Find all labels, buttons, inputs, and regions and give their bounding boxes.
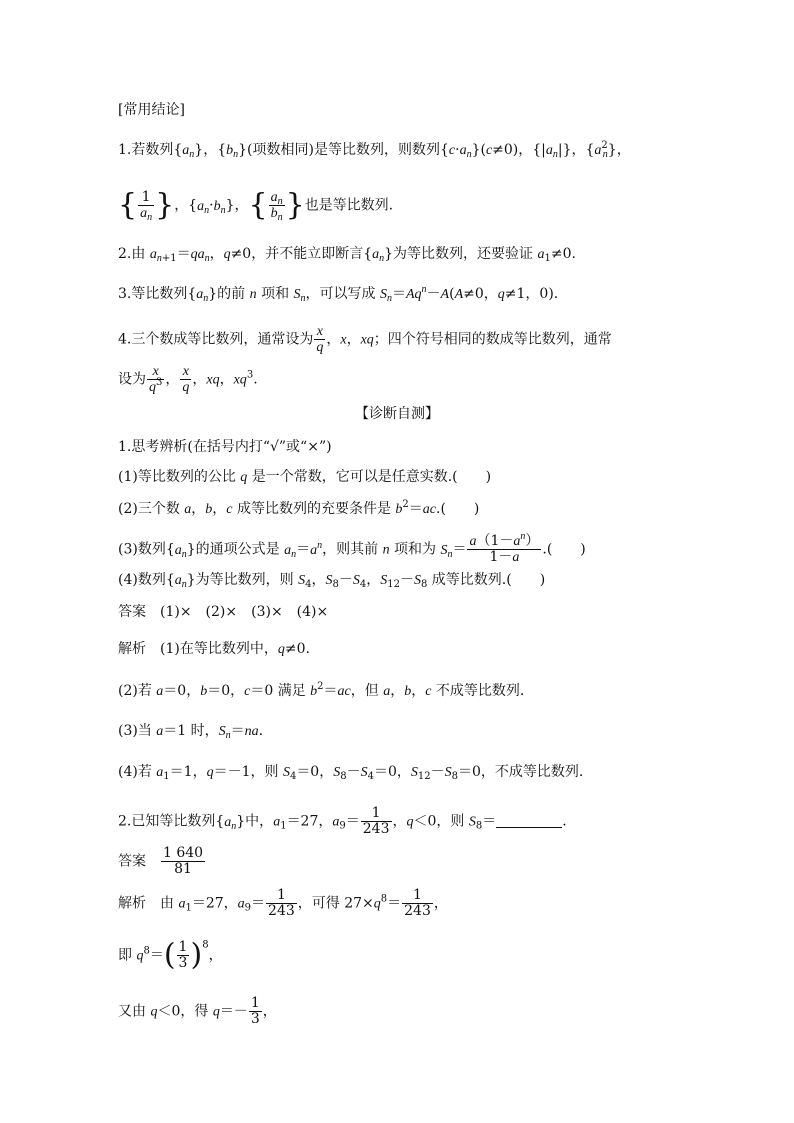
conclusion-1-line1: 1.若数列$\{a_n\}$，$\{b_n\}$(项数相同)是等比数列，则数列$\{c\cdot a_n\}(c\ne 0)$，$\{|a_n|\}$，$\{a^2_n\}$， — [118, 140, 631, 160]
question-1-answer-text: (1)× (2)× (3)× (4)× — [160, 604, 329, 620]
question-2-analysis-3: 又由 q＜0，得 q＝－ $\frac{1}{3}$ ， — [118, 995, 277, 1027]
conclusion-4-line1: 4.三个数成等比数列，通常设为 $\frac{x}{q}$ ，x，xq；四个符号相同的数成等比数列，通常 — [118, 324, 612, 355]
question-2-analysis-2: 即 $q^8=$( $\frac{1}{3}$ )$^8$， — [118, 937, 223, 973]
conclusion-1-end: 也是等比数列. — [304, 197, 394, 214]
conclusion-1-mid: (项数相同)是等比数列，则数列 — [247, 142, 440, 158]
section-label: [常用结论] — [118, 102, 185, 118]
conclusion-4-mid: ；四个符号相同的数成等比数列，通常 — [373, 331, 612, 348]
conclusion-4-prefix: 4.三个数成等比数列，通常设为 — [118, 331, 314, 348]
conclusion-4-line2-prefix: 设为 — [118, 371, 146, 388]
question-1-analysis-1: 解析 (1)在等比数列中，q≠0. — [118, 641, 310, 657]
question-2-answer — [118, 846, 206, 877]
analysis-label: 解析 — [118, 641, 146, 657]
question-1-answer — [118, 602, 328, 622]
question-1-item-2: (2)三个数 a，b，c 成等比数列的充要条件是 $b^2=ac$.( ) — [118, 499, 480, 517]
answer-label-2: 答案 — [118, 853, 146, 870]
conclusion-2: 2.由 $a_{n+1}=qa_n$，q≠0，并不能立即断言$\{a_n\}$为等比数列，还要验证 $a_1\ne 0$. — [118, 246, 576, 264]
question-2: 2.已知等比数列$\{a_n\}$中，$a_1=27$，$a_9=$ $\frac{1}{243}$ ，q＜0，则 $S_8=$ . — [118, 805, 567, 837]
conclusion-1-prefix: 1.若数列 — [118, 142, 174, 158]
conclusion-4-line2: 设为 $\frac{x}{q^3}$ ， $\frac{x}{q}$ ，xq，$xq^3$. — [118, 364, 258, 395]
question-1-item-1: (1)等比数列的公比 q 是一个常数，它可以是任意实数.( ) — [118, 469, 492, 485]
question-1-item-3: (3)数列$\{a_n\}$的通项公式是 $a_n=a^n$，则其前 n 项和为 $S_n=$ $\frac{a(1-a^n)}{1-a}$ .( ) — [118, 531, 586, 565]
answer-label: 答案 — [118, 604, 146, 620]
question-1-analysis-3: (3)当 a＝1 时，$S_n=na$. — [118, 723, 264, 741]
answer-denominator: 81 — [174, 861, 192, 877]
section-title: 【诊断自测】 — [355, 406, 439, 422]
question-1-title: 1.思考辨析(在括号内打“√”或“×”) — [118, 439, 332, 455]
question-1-analysis-4: (4)若 $a_1=1$，q＝－1，则 $S_4=0$，$S_8-S_4=0$，$S_{12}-S_8=0$，不成等比数列. — [118, 764, 584, 782]
answer-numerator: 1 640 — [163, 845, 204, 861]
question-1-item-4: (4)数列$\{a_n\}$为等比数列，则 $S_4$，$S_8-S_4$，$S_{12}-S_8$ 成等比数列.( ) — [118, 572, 546, 590]
conclusion-1-line2: { $\frac{1}{a_n}$ }，$\{a_n\cdot b_n\}$，{ $\frac{a_n}{b_n}$ }也是等比数列. — [118, 187, 394, 223]
question-2-analysis-1: 解析 由 $a_1=27$，$a_9=$ $\frac{1}{243}$ ，可得 $27\times q^8=$ $\frac{1}{243}$ ， — [118, 887, 448, 919]
question-1-analysis-2: (2)若 a＝0，b＝0，c＝0 满足 $b^2=ac$，但 a，b，c 不成等比数列. — [118, 681, 525, 699]
analysis-label-2: 解析 — [118, 895, 146, 912]
conclusion-3: 3.等比数列$\{a_n\}$的前 n 项和 $S_n$，可以写成 $S_n=Aq^n-A(A\ne 0$，q≠1，0). — [118, 284, 559, 304]
answer-blank — [496, 813, 562, 828]
